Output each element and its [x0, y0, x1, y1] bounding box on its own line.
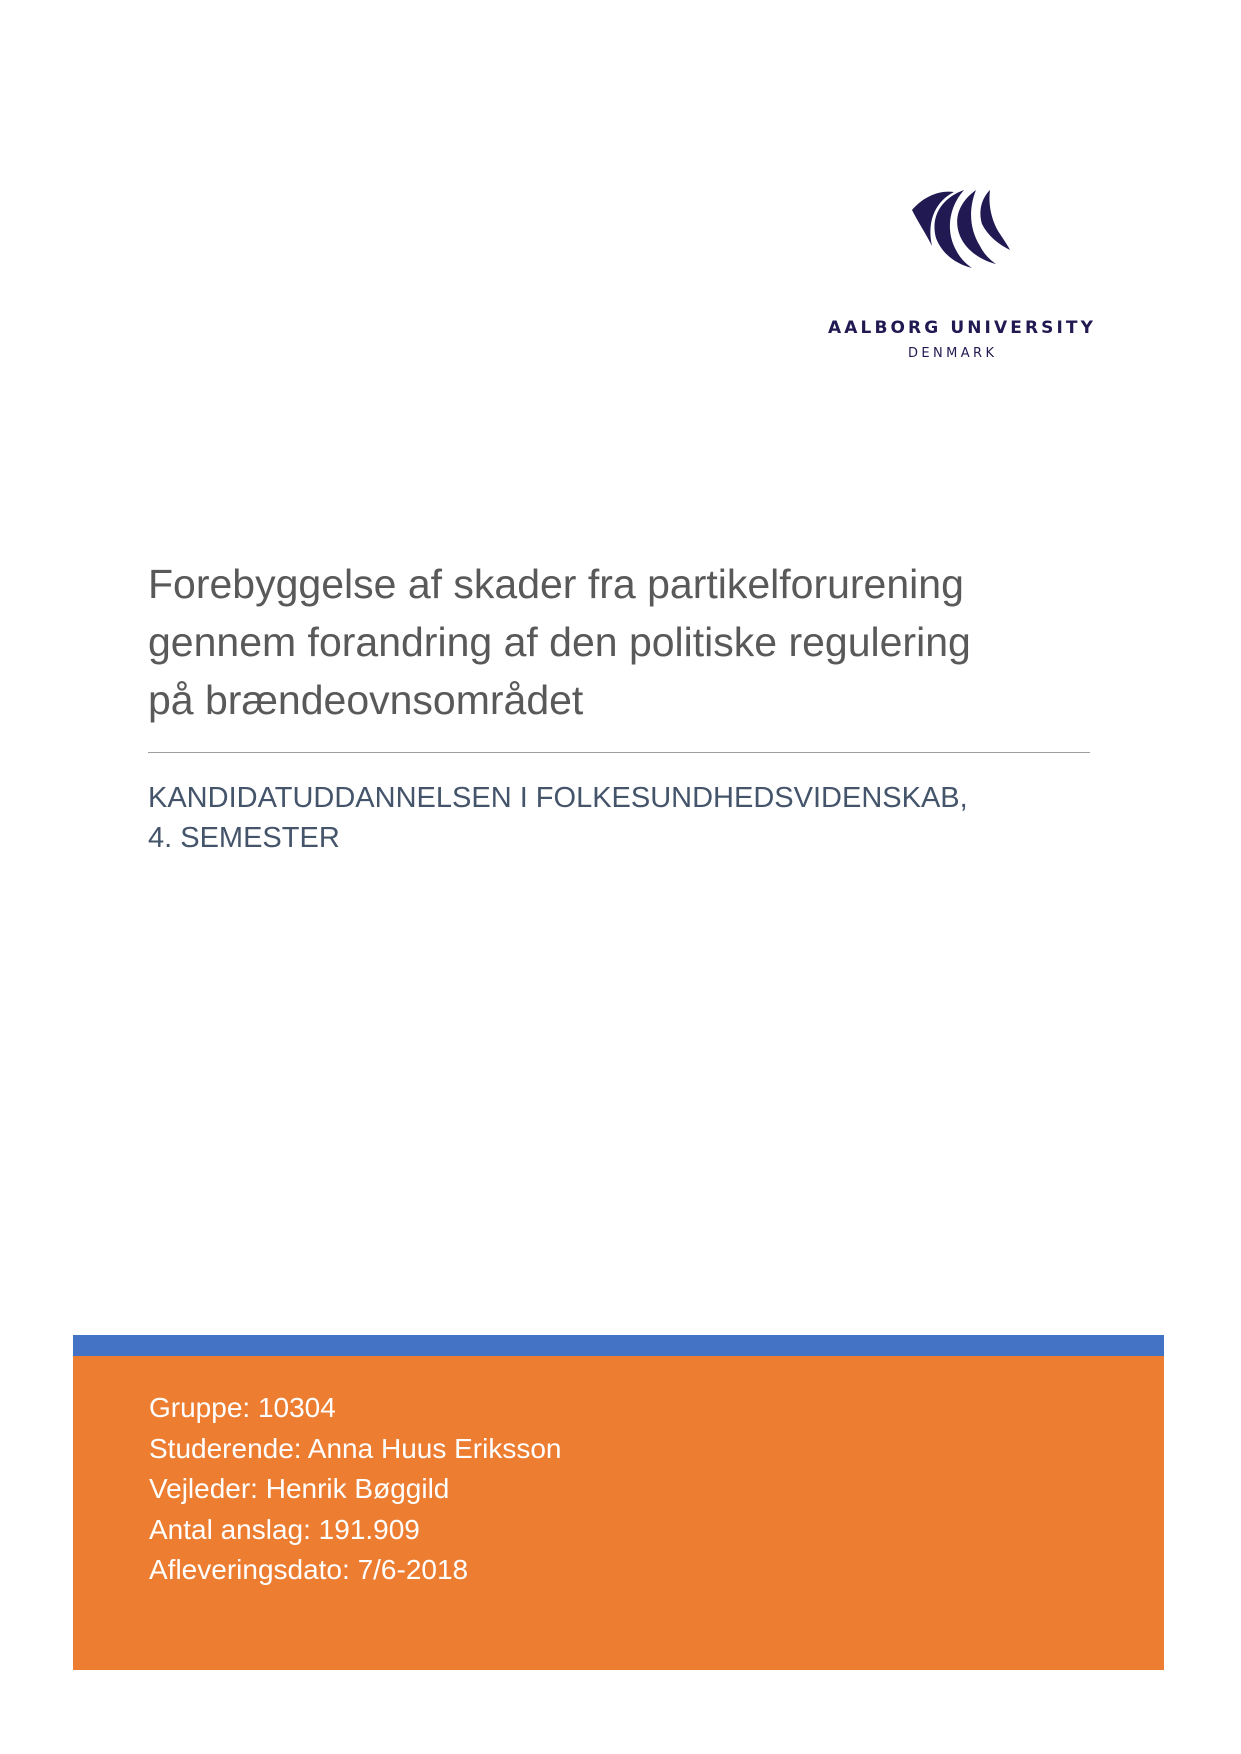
aau-wave-logo-icon: [910, 188, 1010, 288]
university-logo: [820, 188, 1120, 368]
info-list: [149, 1388, 561, 1591]
info-box: [73, 1356, 1164, 1670]
title-line: Forebyggelse af skader fra partikelforurening: [148, 561, 964, 607]
title-line: på brændeovnsområdet: [148, 677, 584, 723]
info-group: Gruppe: 10304: [149, 1392, 336, 1423]
title-divider: [148, 752, 1090, 753]
info-supervisor: Vejleder: Henrik Bøggild: [149, 1473, 450, 1504]
logo-university-name: AALBORG UNIVERSITY: [828, 318, 1097, 338]
logo-country: DENMARK: [908, 346, 998, 361]
info-character-count: Antal anslag: 191.909: [149, 1513, 420, 1545]
title-line: gennem forandring af den politiske regulering: [148, 619, 971, 665]
subtitle-line: KANDIDATUDDANNELSEN I FOLKESUNDHEDSVIDENSKAB,: [148, 782, 968, 814]
info-submission-date: Afleveringsdato: 7/6-2018: [149, 1554, 469, 1585]
subtitle-line: 4. SEMESTER: [148, 822, 340, 854]
document-title: [148, 555, 1098, 729]
document-subtitle: [148, 778, 1098, 858]
info-box-accent-bar: [73, 1335, 1164, 1356]
info-student: Studerende: Anna Huus Eriksson: [149, 1432, 562, 1464]
